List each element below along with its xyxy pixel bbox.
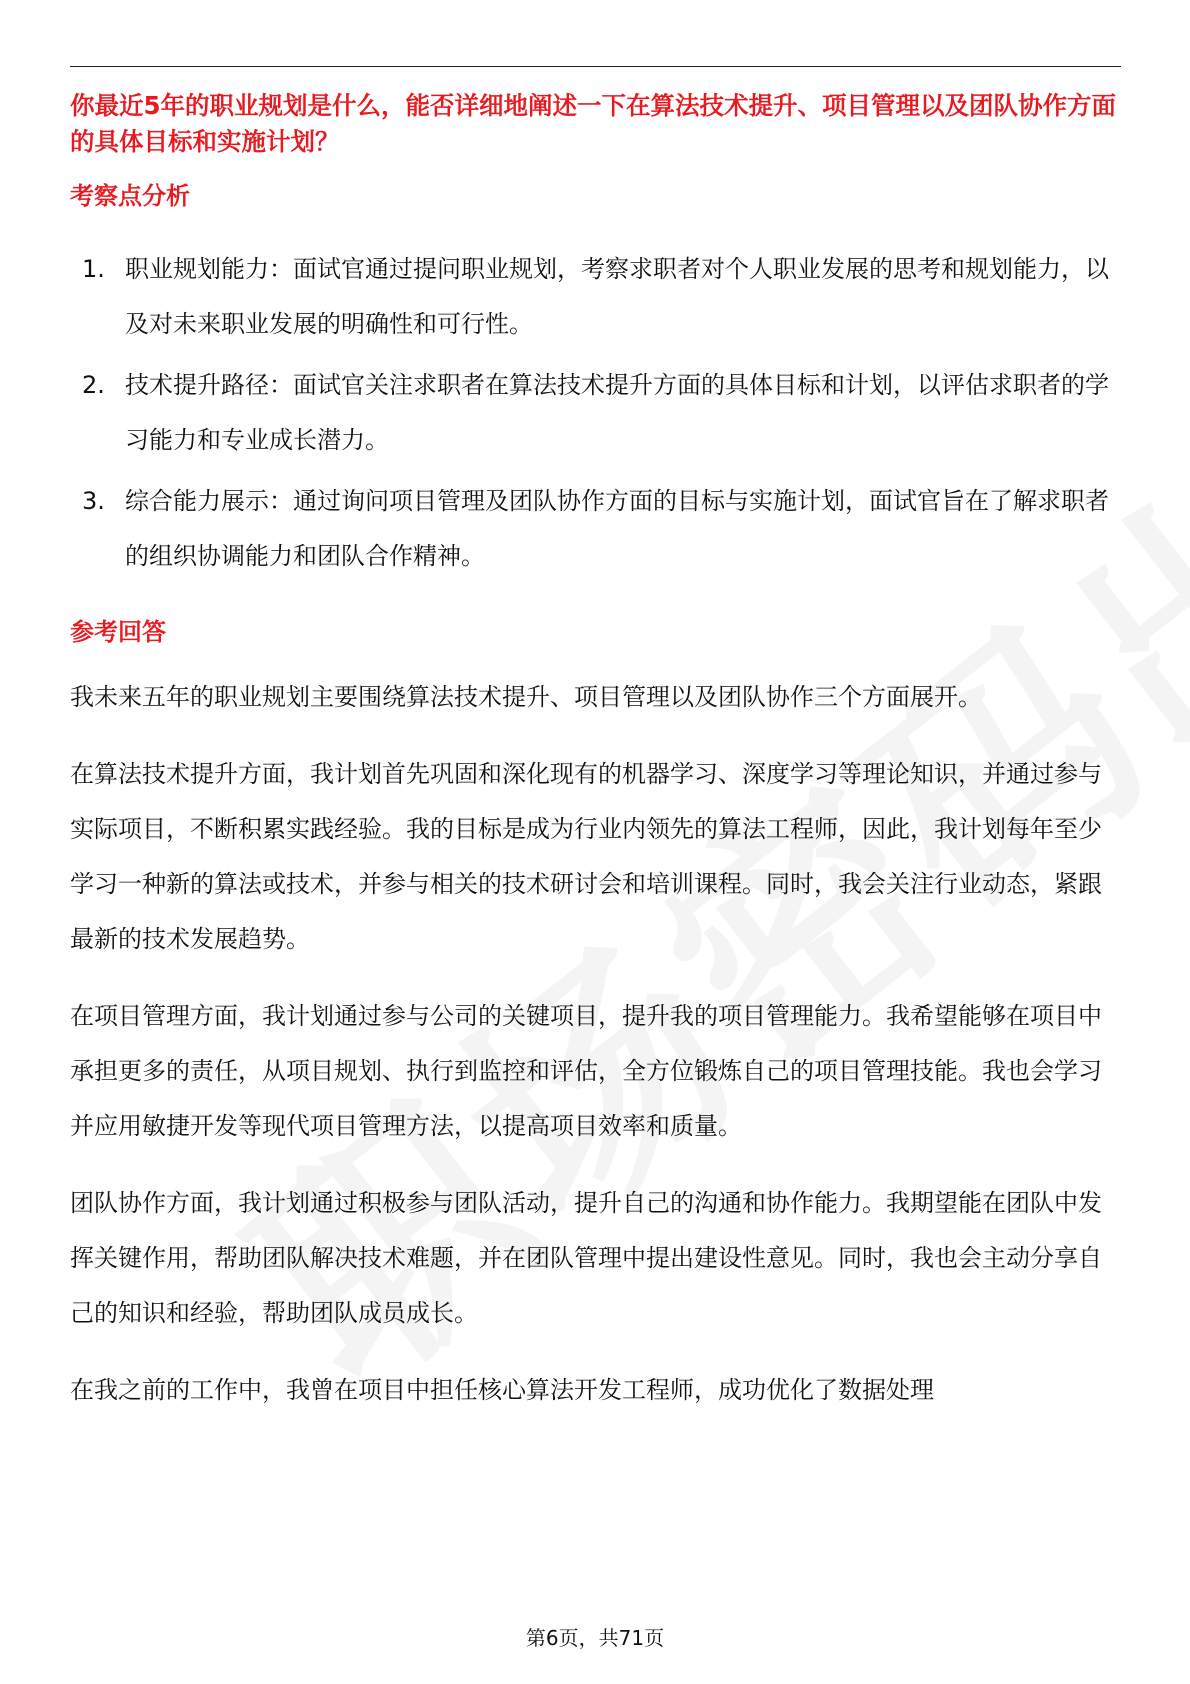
answer-paragraph: 在算法技术提升方面，我计划首先巩固和深化现有的机器学习、深度学习等理论知识，并通过参与实际项目，不断积累实践经验。我的目标是成为行业内领先的算法工程师，因此，我计划每年至少学习一种新的算法或技术，并参与相关的技术研讨会和培训课程。同时，我会关注行业动态，紧跟最新的技术发展趋势。 xyxy=(70,760,1102,953)
answer-title: 参考回答 xyxy=(70,618,166,646)
analysis-item-text: 综合能力展示：通过询问项目管理及团队协作方面的目标与实施计划，面试官旨在了解求职者的组织协调能力和团队合作精神。 xyxy=(125,487,1109,570)
interview-question: 你最近5年的职业规划是什么，能否详细地阐述一下在算法技术提升、项目管理以及团队协作方面的具体目标和实施计划？ xyxy=(70,91,1117,156)
answer-paragraph: 在我之前的工作中，我曾在项目中担任核心算法开发工程师，成功优化了数据处理 xyxy=(70,1376,934,1404)
analysis-item xyxy=(70,474,1121,584)
answer-paragraph: 我未来五年的职业规划主要围绕算法技术提升、项目管理以及团队协作三个方面展开。 xyxy=(70,683,982,711)
document-content xyxy=(70,88,1121,1418)
analysis-item-number: 1. xyxy=(82,255,105,283)
analysis-item xyxy=(70,242,1121,352)
analysis-list xyxy=(70,242,1121,584)
top-divider xyxy=(70,66,1121,67)
analysis-item-text: 技术提升路径：面试官关注求职者在算法技术提升方面的具体目标和计划，以评估求职者的学习能力和专业成长潜力。 xyxy=(125,371,1109,454)
page-number-footer: 第6页，共71页 xyxy=(525,1626,665,1650)
analysis-item-text: 职业规划能力：面试官通过提问职业规划，考察求职者对个人职业发展的思考和规划能力，以及对未来职业发展的明确性和可行性。 xyxy=(125,255,1109,338)
answer-paragraph: 团队协作方面，我计划通过积极参与团队活动，提升自己的沟通和协作能力。我期望能在团队中发挥关键作用，帮助团队解决技术难题，并在团队管理中提出建设性意见。同时，我也会主动分享自己的知识和经验，帮助团队成员成长。 xyxy=(70,1189,1102,1327)
answer-paragraph: 在项目管理方面，我计划通过参与公司的关键项目，提升我的项目管理能力。我希望能够在项目中承担更多的责任，从项目规划、执行到监控和评估，全方位锻炼自己的项目管理技能。我也会学习并应用敏捷开发等现代项目管理方法，以提高项目效率和质量。 xyxy=(70,1002,1102,1140)
analysis-title: 考察点分析 xyxy=(70,182,190,210)
analysis-item-number: 2. xyxy=(82,371,105,399)
analysis-item-number: 3. xyxy=(82,487,105,515)
analysis-item xyxy=(70,358,1121,468)
